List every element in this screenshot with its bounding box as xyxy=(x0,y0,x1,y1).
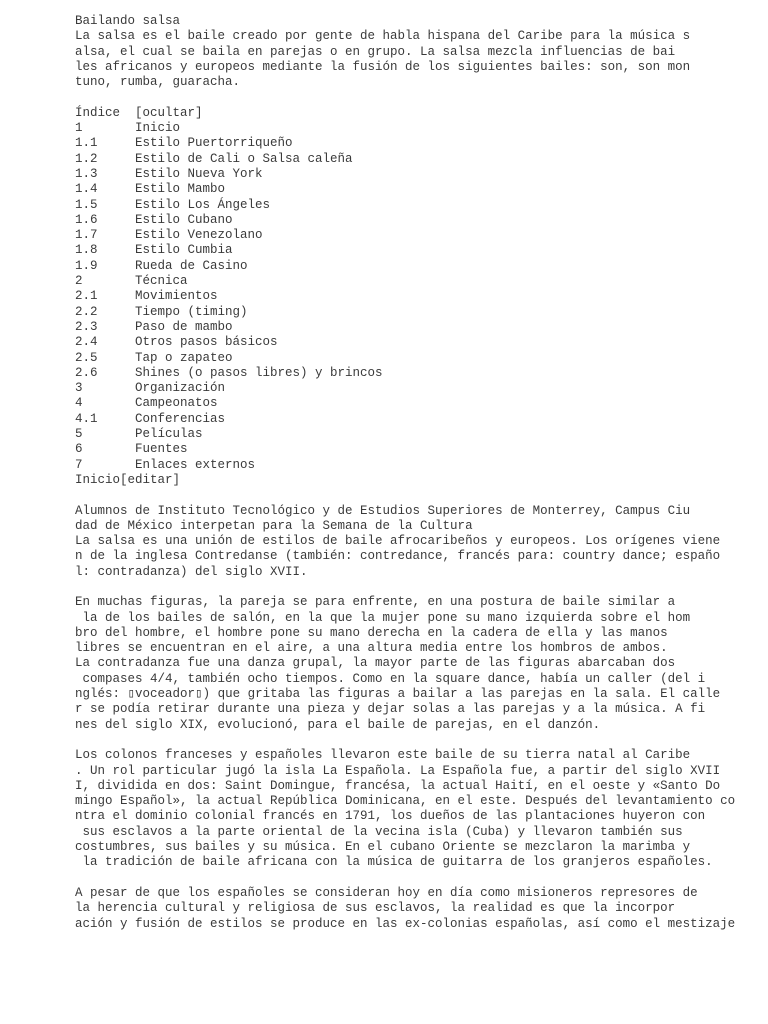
paragraph xyxy=(75,595,755,733)
toc-entry-label[interactable]: Otros pasos básicos xyxy=(135,335,278,350)
document-title: Bailando salsa xyxy=(75,14,181,28)
paragraph xyxy=(75,504,755,580)
toc-entry-label[interactable]: Técnica xyxy=(135,274,188,289)
toc-entry-number: 1.2 xyxy=(75,151,98,166)
text-line: tuno, rumba, guaracha. xyxy=(75,75,241,90)
toc-entry[interactable] xyxy=(75,182,755,197)
toc-entry[interactable] xyxy=(75,152,755,167)
toc-entry-number: 1.7 xyxy=(75,228,98,243)
toc-hide-toggle[interactable]: [ocultar] xyxy=(135,105,203,120)
text-line: la tradición de baile africana con la música de guitarra de los granjeros españoles. xyxy=(75,855,713,870)
text-line: ntra el dominio colonial francés en 1791, los dueños de las plantaciones huyeron con xyxy=(75,809,706,824)
toc-entry-label[interactable]: Fuentes xyxy=(135,442,188,457)
text-line: La salsa es el baile creado por gente de habla hispana del Caribe para la música s xyxy=(75,29,691,44)
text-line: bro del hombre, el hombre pone su mano derecha en la cadera de ella y las manos xyxy=(75,625,668,640)
blank-line xyxy=(75,580,755,595)
toc-entry-number: 7 xyxy=(75,457,83,472)
toc-entry-label[interactable]: Películas xyxy=(135,427,203,442)
text-line: nes del siglo XIX, evolucionó, para el baile de parejas, en el danzón. xyxy=(75,717,601,732)
text-line: dad de México interpetan para la Semana de la Cultura xyxy=(75,518,473,533)
text-line: la de los bailes de salón, en la que la mujer pone su mano izquierda sobre el hom xyxy=(75,610,691,625)
toc-entry-number: 1 xyxy=(75,121,83,136)
text-line: A pesar de que los españoles se consideran hoy en día como misioneros represores de xyxy=(75,885,698,900)
text-line: mingo Español», la actual República Dominicana, en el este. Después del levantamiento co xyxy=(75,794,736,809)
toc-entry[interactable] xyxy=(75,351,755,366)
toc-entry-label[interactable]: Estilo Cubano xyxy=(135,212,233,227)
toc-entry-number: 2.4 xyxy=(75,335,98,350)
toc-entry[interactable] xyxy=(75,121,755,136)
toc-entry[interactable] xyxy=(75,335,755,350)
toc-entry-label[interactable]: Estilo de Cali o Salsa caleña xyxy=(135,151,353,166)
section-heading-inicio[interactable]: Inicio[editar] xyxy=(75,472,181,487)
document-body xyxy=(75,14,755,932)
toc-entry[interactable] xyxy=(75,274,755,289)
toc-entry-number: 2.6 xyxy=(75,365,98,380)
toc-entry-number: 2 xyxy=(75,274,83,289)
toc-entry-label[interactable]: Tap o zapateo xyxy=(135,350,233,365)
toc-entry-label[interactable]: Estilo Puertorriqueño xyxy=(135,136,293,151)
toc-entry[interactable] xyxy=(75,228,755,243)
toc-entry-number: 3 xyxy=(75,381,83,396)
toc-entry[interactable] xyxy=(75,366,755,381)
toc-entry[interactable] xyxy=(75,136,755,151)
text-line: Los colonos franceses y españoles llevaron este baile de su tierra natal al Caribe xyxy=(75,748,691,763)
toc-entry-label[interactable]: Estilo Los Ángeles xyxy=(135,197,271,212)
toc-entry-label[interactable]: Estilo Mambo xyxy=(135,182,226,197)
toc-entry[interactable] xyxy=(75,213,755,228)
blank-line xyxy=(75,90,755,105)
text-line: La contradanza fue una danza grupal, la mayor parte de las figuras abarcaban dos xyxy=(75,656,676,671)
toc-entry-number: 1.9 xyxy=(75,258,98,273)
toc-entry-number: 4.1 xyxy=(75,411,98,426)
toc-entry-label[interactable]: Paso de mambo xyxy=(135,319,233,334)
toc-entry[interactable] xyxy=(75,427,755,442)
toc-entry[interactable] xyxy=(75,289,755,304)
toc-entry-label[interactable]: Enlaces externos xyxy=(135,457,256,472)
toc-entry-number: 2.5 xyxy=(75,350,98,365)
text-line: l: contradanza) del siglo XVII. xyxy=(75,564,308,579)
toc-entry-number: 5 xyxy=(75,427,83,442)
toc-heading: Índice xyxy=(75,105,121,120)
toc-entries xyxy=(75,121,755,473)
text-line: I, dividida en dos: Saint Domingue, francésa, la actual Haití, en el oeste y «Santo Do xyxy=(75,778,721,793)
text-line: sus esclavos a la parte oriental de la vecina isla (Cuba) y llevaron también sus xyxy=(75,824,683,839)
article-paragraphs xyxy=(75,504,755,932)
toc-entry-label[interactable]: Rueda de Casino xyxy=(135,258,248,273)
blank-line xyxy=(75,488,755,503)
table-of-contents xyxy=(75,106,755,473)
text-line: nglés: ▯voceador▯) que gritaba las figuras a bailar a las parejas en la sala. El calle xyxy=(75,687,721,702)
text-line: Alumnos de Instituto Tecnológico y de Estudios Superiores de Monterrey, Campus Ciu xyxy=(75,503,691,518)
toc-entry-label[interactable]: Movimientos xyxy=(135,289,218,304)
text-line: les africanos y europeos mediante la fusión de los siguientes bailes: son, son mon xyxy=(75,59,691,74)
toc-entry-label[interactable]: Shines (o pasos libres) y brincos xyxy=(135,365,383,380)
toc-entry-number: 1.4 xyxy=(75,182,98,197)
toc-entry-number: 1.5 xyxy=(75,197,98,212)
text-line: . Un rol particular jugó la isla La Española. La Española fue, a partir del siglo XVII xyxy=(75,763,721,778)
toc-entry[interactable] xyxy=(75,259,755,274)
toc-entry[interactable] xyxy=(75,458,755,473)
paragraph xyxy=(75,886,755,932)
toc-entry-number: 1.8 xyxy=(75,243,98,258)
toc-entry-number: 6 xyxy=(75,442,83,457)
text-line: n de la inglesa Contredanse (también: contredance, francés para: country dance; españo xyxy=(75,549,721,564)
toc-entry[interactable] xyxy=(75,305,755,320)
toc-entry[interactable] xyxy=(75,243,755,258)
paragraph xyxy=(75,748,755,870)
toc-entry-number: 1.1 xyxy=(75,136,98,151)
blank-line xyxy=(75,733,755,748)
blank-line xyxy=(75,871,755,886)
toc-entry-label[interactable]: Organización xyxy=(135,381,226,396)
text-line: costumbres, sus bailes y su música. En el cubano Oriente se mezclaron la marimba y xyxy=(75,840,691,855)
text-line: ación y fusión de estilos se produce en las ex-colonias españolas, así como el mestizaje xyxy=(75,916,736,931)
toc-entry-label[interactable]: Estilo Venezolano xyxy=(135,228,263,243)
toc-entry[interactable] xyxy=(75,396,755,411)
text-line: r se podía retirar durante una pieza y dejar solas a las parejas y a la música. A fi xyxy=(75,702,706,717)
toc-entry-label[interactable]: Tiempo (timing) xyxy=(135,304,248,319)
text-line: En muchas figuras, la pareja se para enfrente, en una postura de baile similar a xyxy=(75,595,676,610)
toc-entry-number: 1.6 xyxy=(75,212,98,227)
toc-entry[interactable] xyxy=(75,381,755,396)
text-line: La salsa es una unión de estilos de baile afrocaribeños y europeos. Los orígenes viene xyxy=(75,534,721,549)
toc-entry-label[interactable]: Campeonatos xyxy=(135,396,218,411)
toc-entry-number: 2.1 xyxy=(75,289,98,304)
toc-entry[interactable] xyxy=(75,167,755,182)
toc-entry-label[interactable]: Estilo Nueva York xyxy=(135,166,263,181)
toc-entry-number: 4 xyxy=(75,396,83,411)
text-line: la herencia cultural y religiosa de sus esclavos, la realidad es que la incorpor xyxy=(75,901,676,916)
toc-entry-number: 1.3 xyxy=(75,166,98,181)
text-line: alsa, el cual se baila en parejas o en grupo. La salsa mezcla influencias de bai xyxy=(75,44,676,59)
toc-entry-number: 2.2 xyxy=(75,304,98,319)
toc-entry[interactable] xyxy=(75,198,755,213)
toc-entry[interactable] xyxy=(75,442,755,457)
toc-entry[interactable] xyxy=(75,320,755,335)
toc-entry[interactable] xyxy=(75,412,755,427)
toc-entry-label[interactable]: Estilo Cumbia xyxy=(135,243,233,258)
toc-entry-number: 2.3 xyxy=(75,319,98,334)
text-line: libres se encuentran en el aire, a una altura media entre los hombros de ambos. xyxy=(75,641,668,656)
text-line: compases 4/4, también ocho tiempos. Como en la square dance, había un caller (del i xyxy=(75,671,706,686)
intro-paragraph xyxy=(75,29,755,90)
toc-entry-label[interactable]: Conferencias xyxy=(135,411,226,426)
toc-entry-label[interactable]: Inicio xyxy=(135,121,181,136)
toc-header xyxy=(75,106,755,121)
